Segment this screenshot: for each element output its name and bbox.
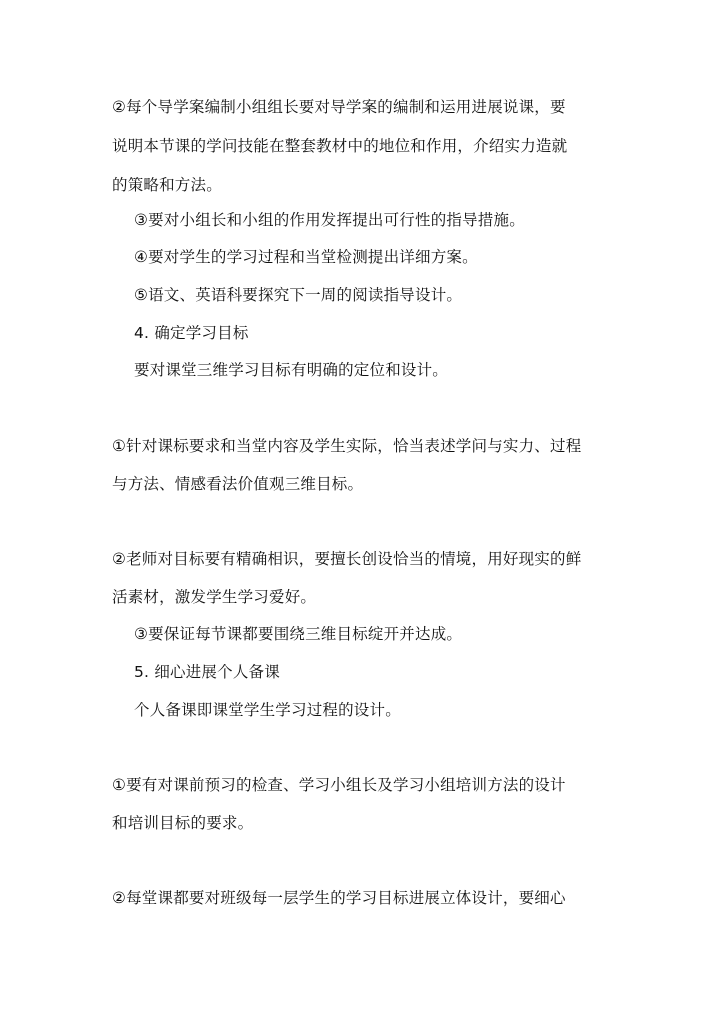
paragraph-line: 要对课堂三维学习目标有明确的定位和设计。 — [134, 361, 449, 379]
list-item: ③要保证每节课都要围绕三维目标绽开并达成。 — [134, 625, 463, 643]
paragraph-line: ①针对课标要求和当堂内容及学生实际，恰当表述学问与实力、过程 — [112, 437, 582, 455]
paragraph-line: 活素材，激发学生学习爱好。 — [112, 588, 317, 606]
paragraph-line: ②每堂课都要对班级每一层学生的学习目标进展立体设计，要细心 — [112, 889, 566, 907]
paragraph-line: 的策略和方法。 — [112, 176, 222, 194]
list-item: ④要对学生的学习过程和当堂检测提出详细方案。 — [134, 248, 478, 266]
section-heading: 4. 确定学习目标 — [134, 324, 249, 342]
list-item: ⑤语文、英语科要探究下一周的阅读指导设计。 — [134, 286, 463, 304]
paragraph-line: ②老师对目标要有精确相识，要擅长创设恰当的情境，用好现实的鲜 — [112, 550, 582, 568]
paragraph-line: 和培训目标的要求。 — [112, 814, 254, 832]
section-heading: 5. 细心进展个人备课 — [134, 663, 280, 681]
paragraph-line: 说明本节课的学问技能在整套教材中的地位和作用，介绍实力造就 — [112, 137, 568, 155]
paragraph-line: ①要有对课前预习的检查、学习小组长及学习小组培训方法的设计 — [112, 776, 566, 794]
list-item: ③要对小组长和小组的作用发挥提出可行性的指导措施。 — [134, 211, 525, 229]
paragraph-line: ②每个导学案编制小组组长要对导学案的编制和运用进展说课，要 — [112, 98, 566, 116]
paragraph-line: 与方法、情感看法价值观三维目标。 — [112, 475, 364, 493]
paragraph-line: 个人备课即课堂学生学习过程的设计。 — [134, 701, 401, 719]
